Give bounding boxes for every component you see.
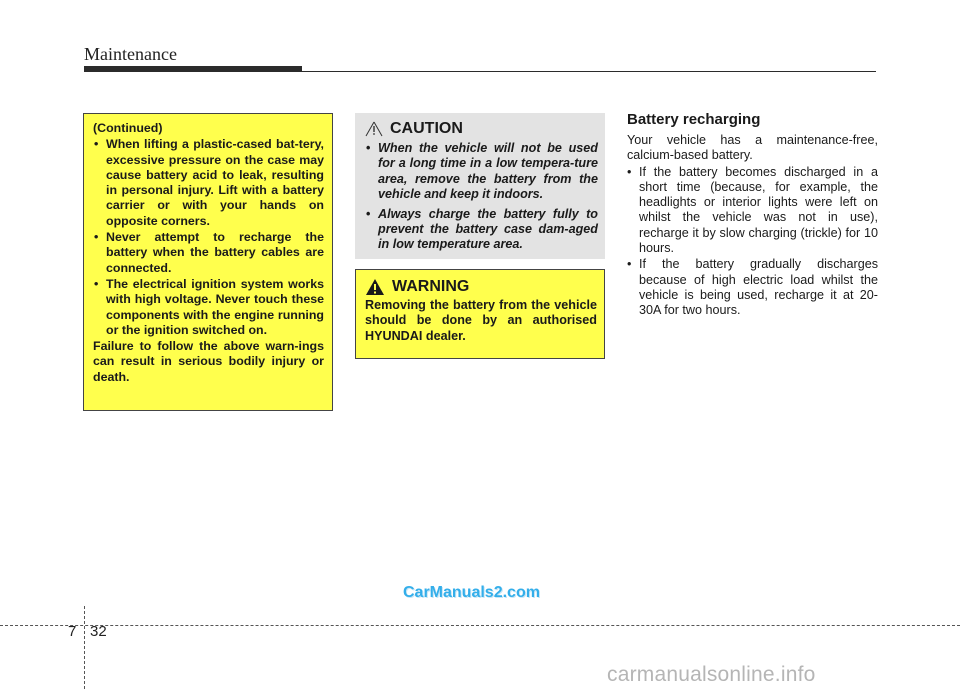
list-item: • Always charge the battery fully to prevent the battery case dam-aged in low temperature area. xyxy=(365,207,598,253)
list-item: • If the battery gradually discharges because of high electric load whilst the vehicle is being used, recharge it at 20-30A for two hours. xyxy=(627,257,878,318)
header-rule-thin xyxy=(302,71,876,72)
warning-header xyxy=(365,278,597,296)
battery-intro: Your vehicle has a maintenance-free, calcium-based battery. xyxy=(627,133,878,163)
caution-header xyxy=(365,121,598,137)
list-item: • If the battery becomes discharged in a short time (because, for example, the headlights or interior lights were left on whilst the vehicle was not in use), recharge it by slow charging (trickle) for 10 hours. xyxy=(627,165,878,257)
caution-triangle-icon xyxy=(365,121,383,137)
battery-recharging-section xyxy=(627,111,878,319)
battery-list xyxy=(627,165,878,319)
caution-box xyxy=(355,113,605,259)
warning-box xyxy=(355,269,605,359)
list-item: • The electrical ignition system works with high voltage. Never touch these components with the engine running or the ignition switched on. xyxy=(93,277,324,338)
caution-title: CAUTION xyxy=(390,120,463,138)
warning-text: Removing the battery from the vehicle should be done by an authorised HYUNDAI dealer. xyxy=(365,298,597,343)
list-item: • When the vehicle will not be used for a long time in a low tempera-ture area, remove the battery from the vehicle and keep it indoors. xyxy=(365,141,598,203)
footer-rule xyxy=(0,625,960,626)
chapter-number: 7 xyxy=(68,623,77,640)
continued-closing-text: Failure to follow the above warn-ings can result in serious bodily injury or death. xyxy=(93,339,324,384)
section-title: Maintenance xyxy=(84,44,177,64)
list-item: • Never attempt to recharge the battery when the battery cables are connected. xyxy=(93,230,324,276)
footer-vertical-rule xyxy=(84,606,85,689)
list-item: • When lifting a plastic-cased bat-tery, excessive pressure on the case may cause battery acid to leak, resulting in personal injury. Lift with a battery carrier or with your hands on opposite corners. xyxy=(93,137,324,229)
continued-warning-box xyxy=(83,113,333,411)
watermark-link[interactable]: CarManuals2.com xyxy=(403,584,540,601)
footer-site-watermark[interactable]: carmanualsonline.info xyxy=(607,663,816,686)
continued-label: (Continued) xyxy=(93,121,163,135)
warning-title: WARNING xyxy=(392,278,470,296)
page-number: 32 xyxy=(90,623,107,640)
caution-list xyxy=(365,141,598,253)
continued-list xyxy=(93,137,324,338)
battery-heading: Battery recharging xyxy=(627,111,761,128)
warning-triangle-icon xyxy=(365,278,385,296)
header-rule-thick xyxy=(84,66,302,72)
